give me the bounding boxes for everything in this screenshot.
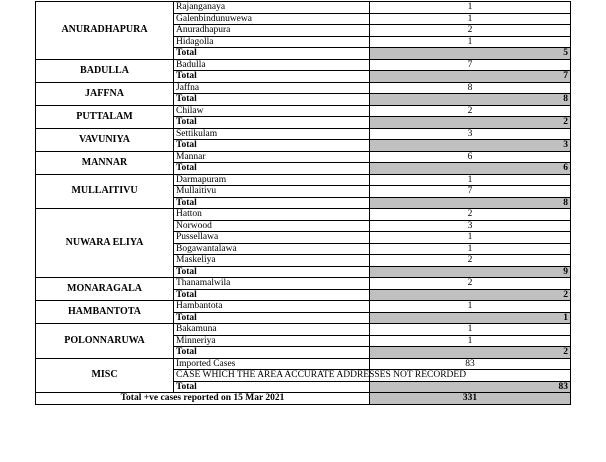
table-row: [36, 2, 571, 14]
total-label: Total: [174, 117, 370, 129]
table-row: [36, 278, 571, 290]
district-name: MULLAITIVU: [36, 174, 174, 209]
area-name: Bogawantalawa: [174, 243, 370, 255]
district-total-value: 1: [370, 312, 571, 324]
case-count: 8: [370, 82, 571, 94]
area-name: Mullaitivu: [174, 186, 370, 198]
district-name: MONARAGALA: [36, 278, 174, 301]
district-name: MANNAR: [36, 151, 174, 174]
area-name: CASE WHICH THE AREA ACCURATE ADDRESSES NOT RECORDED: [174, 370, 370, 382]
district-total-value: 8: [370, 197, 571, 209]
case-count: 2: [370, 209, 571, 221]
total-label: Total: [174, 163, 370, 175]
district-name: BADULLA: [36, 59, 174, 82]
district-total-value: 7: [370, 71, 571, 83]
district-name: JAFFNA: [36, 82, 174, 105]
district-total-value: 9: [370, 266, 571, 278]
area-name: Minneriya: [174, 335, 370, 347]
district-name: NUWARA ELIYA: [36, 209, 174, 278]
table-body: [36, 2, 571, 405]
case-count: 1: [370, 174, 571, 186]
district-total-value: 3: [370, 140, 571, 152]
cases-by-district-table: [35, 1, 571, 405]
area-name: Rajanganaya: [174, 2, 370, 14]
district-total-value: 6: [370, 163, 571, 175]
case-count: 2: [370, 105, 571, 117]
grand-total-row: [36, 393, 571, 405]
case-count: 1: [370, 13, 571, 25]
district-total-value: 2: [370, 117, 571, 129]
area-name: Bakamuna: [174, 324, 370, 336]
total-label: Total: [174, 266, 370, 278]
district-name: VAVUNIYA: [36, 128, 174, 151]
district-total-value: 2: [370, 289, 571, 301]
case-count: 1: [370, 243, 571, 255]
case-count: 83: [370, 358, 571, 370]
total-label: Total: [174, 381, 370, 393]
case-count: 3: [370, 128, 571, 140]
table-row: [36, 82, 571, 94]
total-label: Total: [174, 289, 370, 301]
total-label: Total: [174, 48, 370, 60]
area-name: Badulla: [174, 59, 370, 71]
case-count: 7: [370, 59, 571, 71]
area-name: Maskeliya: [174, 255, 370, 267]
district-name: MISC: [36, 358, 174, 393]
table-row: [36, 358, 571, 370]
district-total-value: 83: [370, 381, 571, 393]
area-name: Hidagolla: [174, 36, 370, 48]
case-count: 6: [370, 151, 571, 163]
area-name: Darmapuram: [174, 174, 370, 186]
table-row: [36, 105, 571, 117]
total-label: Total: [174, 197, 370, 209]
total-label: Total: [174, 312, 370, 324]
area-name: Pussellawa: [174, 232, 370, 244]
table-row: [36, 128, 571, 140]
district-total-value: 8: [370, 94, 571, 106]
grand-total-value: 331: [370, 393, 571, 405]
district-name: PUTTALAM: [36, 105, 174, 128]
area-name: Settikulam: [174, 128, 370, 140]
district-name: ANURADHAPURA: [36, 2, 174, 60]
district-total-value: 5: [370, 48, 571, 60]
total-label: Total: [174, 94, 370, 106]
total-label: Total: [174, 347, 370, 359]
case-count: 1: [370, 301, 571, 313]
table-row: [36, 59, 571, 71]
table-row: [36, 209, 571, 221]
district-name: POLONNARUWA: [36, 324, 174, 359]
case-count: 7: [370, 186, 571, 198]
grand-total-label: Total +ve cases reported on 15 Mar 2021: [36, 393, 370, 405]
area-name: Hatton: [174, 209, 370, 221]
total-label: Total: [174, 140, 370, 152]
area-name: Imported Cases: [174, 358, 370, 370]
case-count: 1: [370, 36, 571, 48]
area-name: Thanamalwila: [174, 278, 370, 290]
case-count: 3: [370, 220, 571, 232]
total-label: Total: [174, 71, 370, 83]
table-row: [36, 151, 571, 163]
area-name: Hambantota: [174, 301, 370, 313]
area-name: Galenbindunuwewa: [174, 13, 370, 25]
case-count: 1: [370, 232, 571, 244]
table-row: [36, 301, 571, 313]
area-name: Mannar: [174, 151, 370, 163]
case-count: 2: [370, 25, 571, 37]
case-count: 1: [370, 324, 571, 336]
case-count: 1: [370, 335, 571, 347]
area-name: Chilaw: [174, 105, 370, 117]
case-count: 1: [370, 2, 571, 14]
table-row: [36, 324, 571, 336]
area-name: Norwood: [174, 220, 370, 232]
area-name: Jaffna: [174, 82, 370, 94]
case-count: 2: [370, 278, 571, 290]
case-count: 2: [370, 255, 571, 267]
district-name: HAMBANTOTA: [36, 301, 174, 324]
district-total-value: 2: [370, 347, 571, 359]
area-name: Anuradhapura: [174, 25, 370, 37]
table-row: [36, 174, 571, 186]
